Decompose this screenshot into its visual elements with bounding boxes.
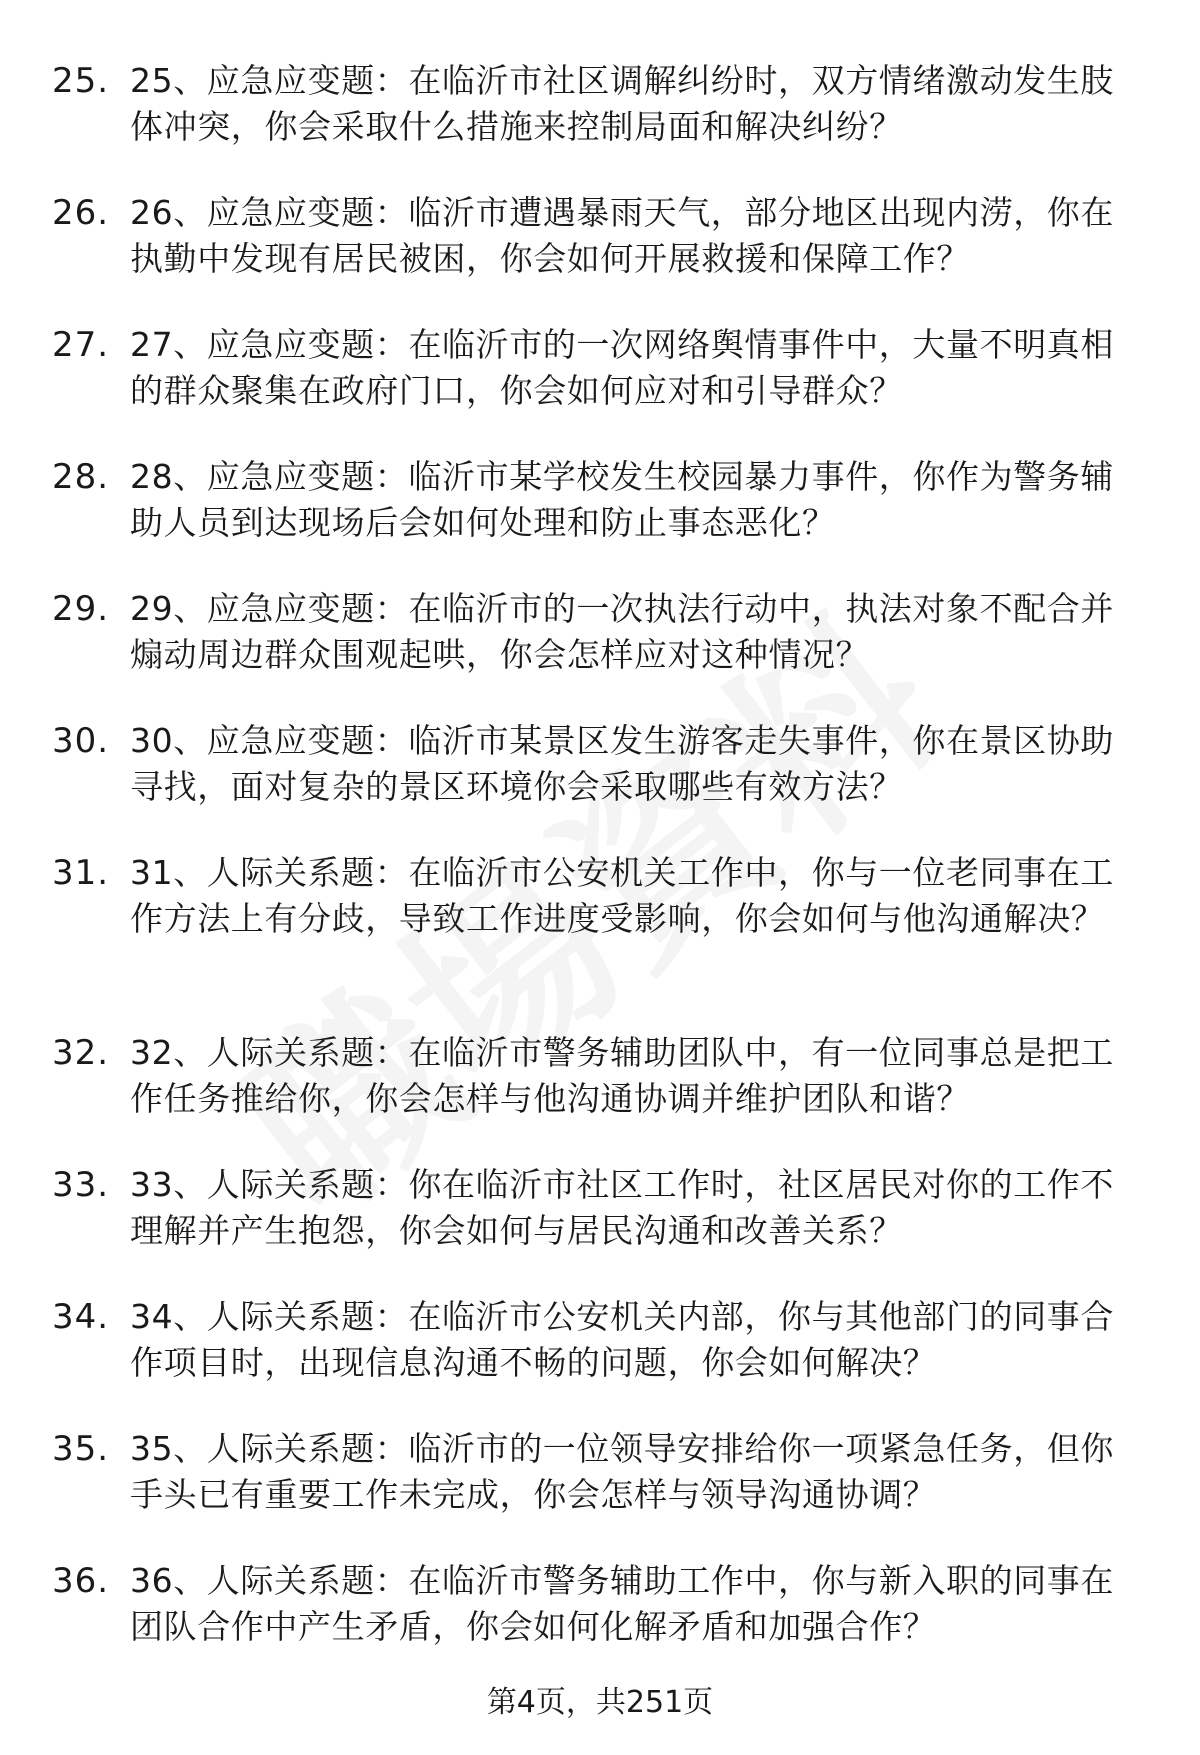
list-item: [0, 1030, 1200, 1122]
list-item: [0, 190, 1200, 282]
item-text: 28、应急应变题：临沂市某学校发生校园暴力事件，你作为警务辅助人员到达现场后会如何处理和防止事态恶化？: [130, 457, 1114, 542]
item-number: 33.: [52, 1165, 110, 1205]
item-text: 25、应急应变题：在临沂市社区调解纠纷时，双方情绪激动发生肢体冲突，你会采取什么措施来控制局面和解决纠纷？: [130, 61, 1114, 146]
item-number: 25.: [52, 61, 110, 101]
list-item: [0, 454, 1200, 546]
item-text: 36、人际关系题：在临沂市警务辅助工作中，你与新入职的同事在团队合作中产生矛盾，你会如何化解矛盾和加强合作？: [130, 1561, 1114, 1646]
item-number: 30.: [52, 721, 110, 761]
item-text: 30、应急应变题：临沂市某景区发生游客走失事件，你在景区协助寻找，面对复杂的景区环境你会采取哪些有效方法？: [130, 721, 1114, 806]
item-number: 27.: [52, 325, 110, 365]
list-item: [0, 850, 1200, 988]
item-number: 32.: [52, 1033, 110, 1073]
item-number: 34.: [52, 1297, 110, 1337]
item-text: 32、人际关系题：在临沂市警务辅助团队中，有一位同事总是把工作任务推给你，你会怎样与他沟通协调并维护团队和谐？: [130, 1033, 1114, 1118]
item-number: 28.: [52, 457, 110, 497]
item-number: 29.: [52, 589, 110, 629]
list-item: [0, 1558, 1200, 1650]
list-item: [0, 58, 1200, 150]
list-item: [0, 322, 1200, 414]
item-text: 35、人际关系题：临沂市的一位领导安排给你一项紧急任务，但你手头已有重要工作未完成，你会怎样与领导沟通协调？: [130, 1429, 1114, 1514]
item-text: 31、人际关系题：在临沂市公安机关工作中，你与一位老同事在工作方法上有分歧，导致工作进度受影响，你会如何与他沟通解决？: [130, 853, 1114, 938]
list-item: [0, 586, 1200, 678]
item-number: 35.: [52, 1429, 110, 1469]
item-text: 27、应急应变题：在临沂市的一次网络舆情事件中，大量不明真相的群众聚集在政府门口，你会如何应对和引导群众？: [130, 325, 1114, 410]
item-number: 26.: [52, 193, 110, 233]
item-text: 34、人际关系题：在临沂市公安机关内部，你与其他部门的同事合作项目时，出现信息沟通不畅的问题，你会如何解决？: [130, 1297, 1114, 1382]
item-text: 29、应急应变题：在临沂市的一次执法行动中，执法对象不配合并煽动周边群众围观起哄，你会怎样应对这种情况？: [130, 589, 1114, 674]
list-item: [0, 718, 1200, 810]
item-number: 31.: [52, 853, 110, 893]
list-item: [0, 1162, 1200, 1254]
item-text: 33、人际关系题：你在临沂市社区工作时，社区居民对你的工作不理解并产生抱怨，你会如何与居民沟通和改善关系？: [130, 1165, 1114, 1250]
question-list: [0, 58, 1200, 1690]
list-item: [0, 1294, 1200, 1386]
item-number: 36.: [52, 1561, 110, 1601]
list-item: [0, 1426, 1200, 1518]
item-text: 26、应急应变题：临沂市遭遇暴雨天气，部分地区出现内涝，你在执勤中发现有居民被困，你会如何开展救援和保障工作？: [130, 193, 1114, 278]
page-footer: 第4页，共251页: [486, 1685, 714, 1720]
